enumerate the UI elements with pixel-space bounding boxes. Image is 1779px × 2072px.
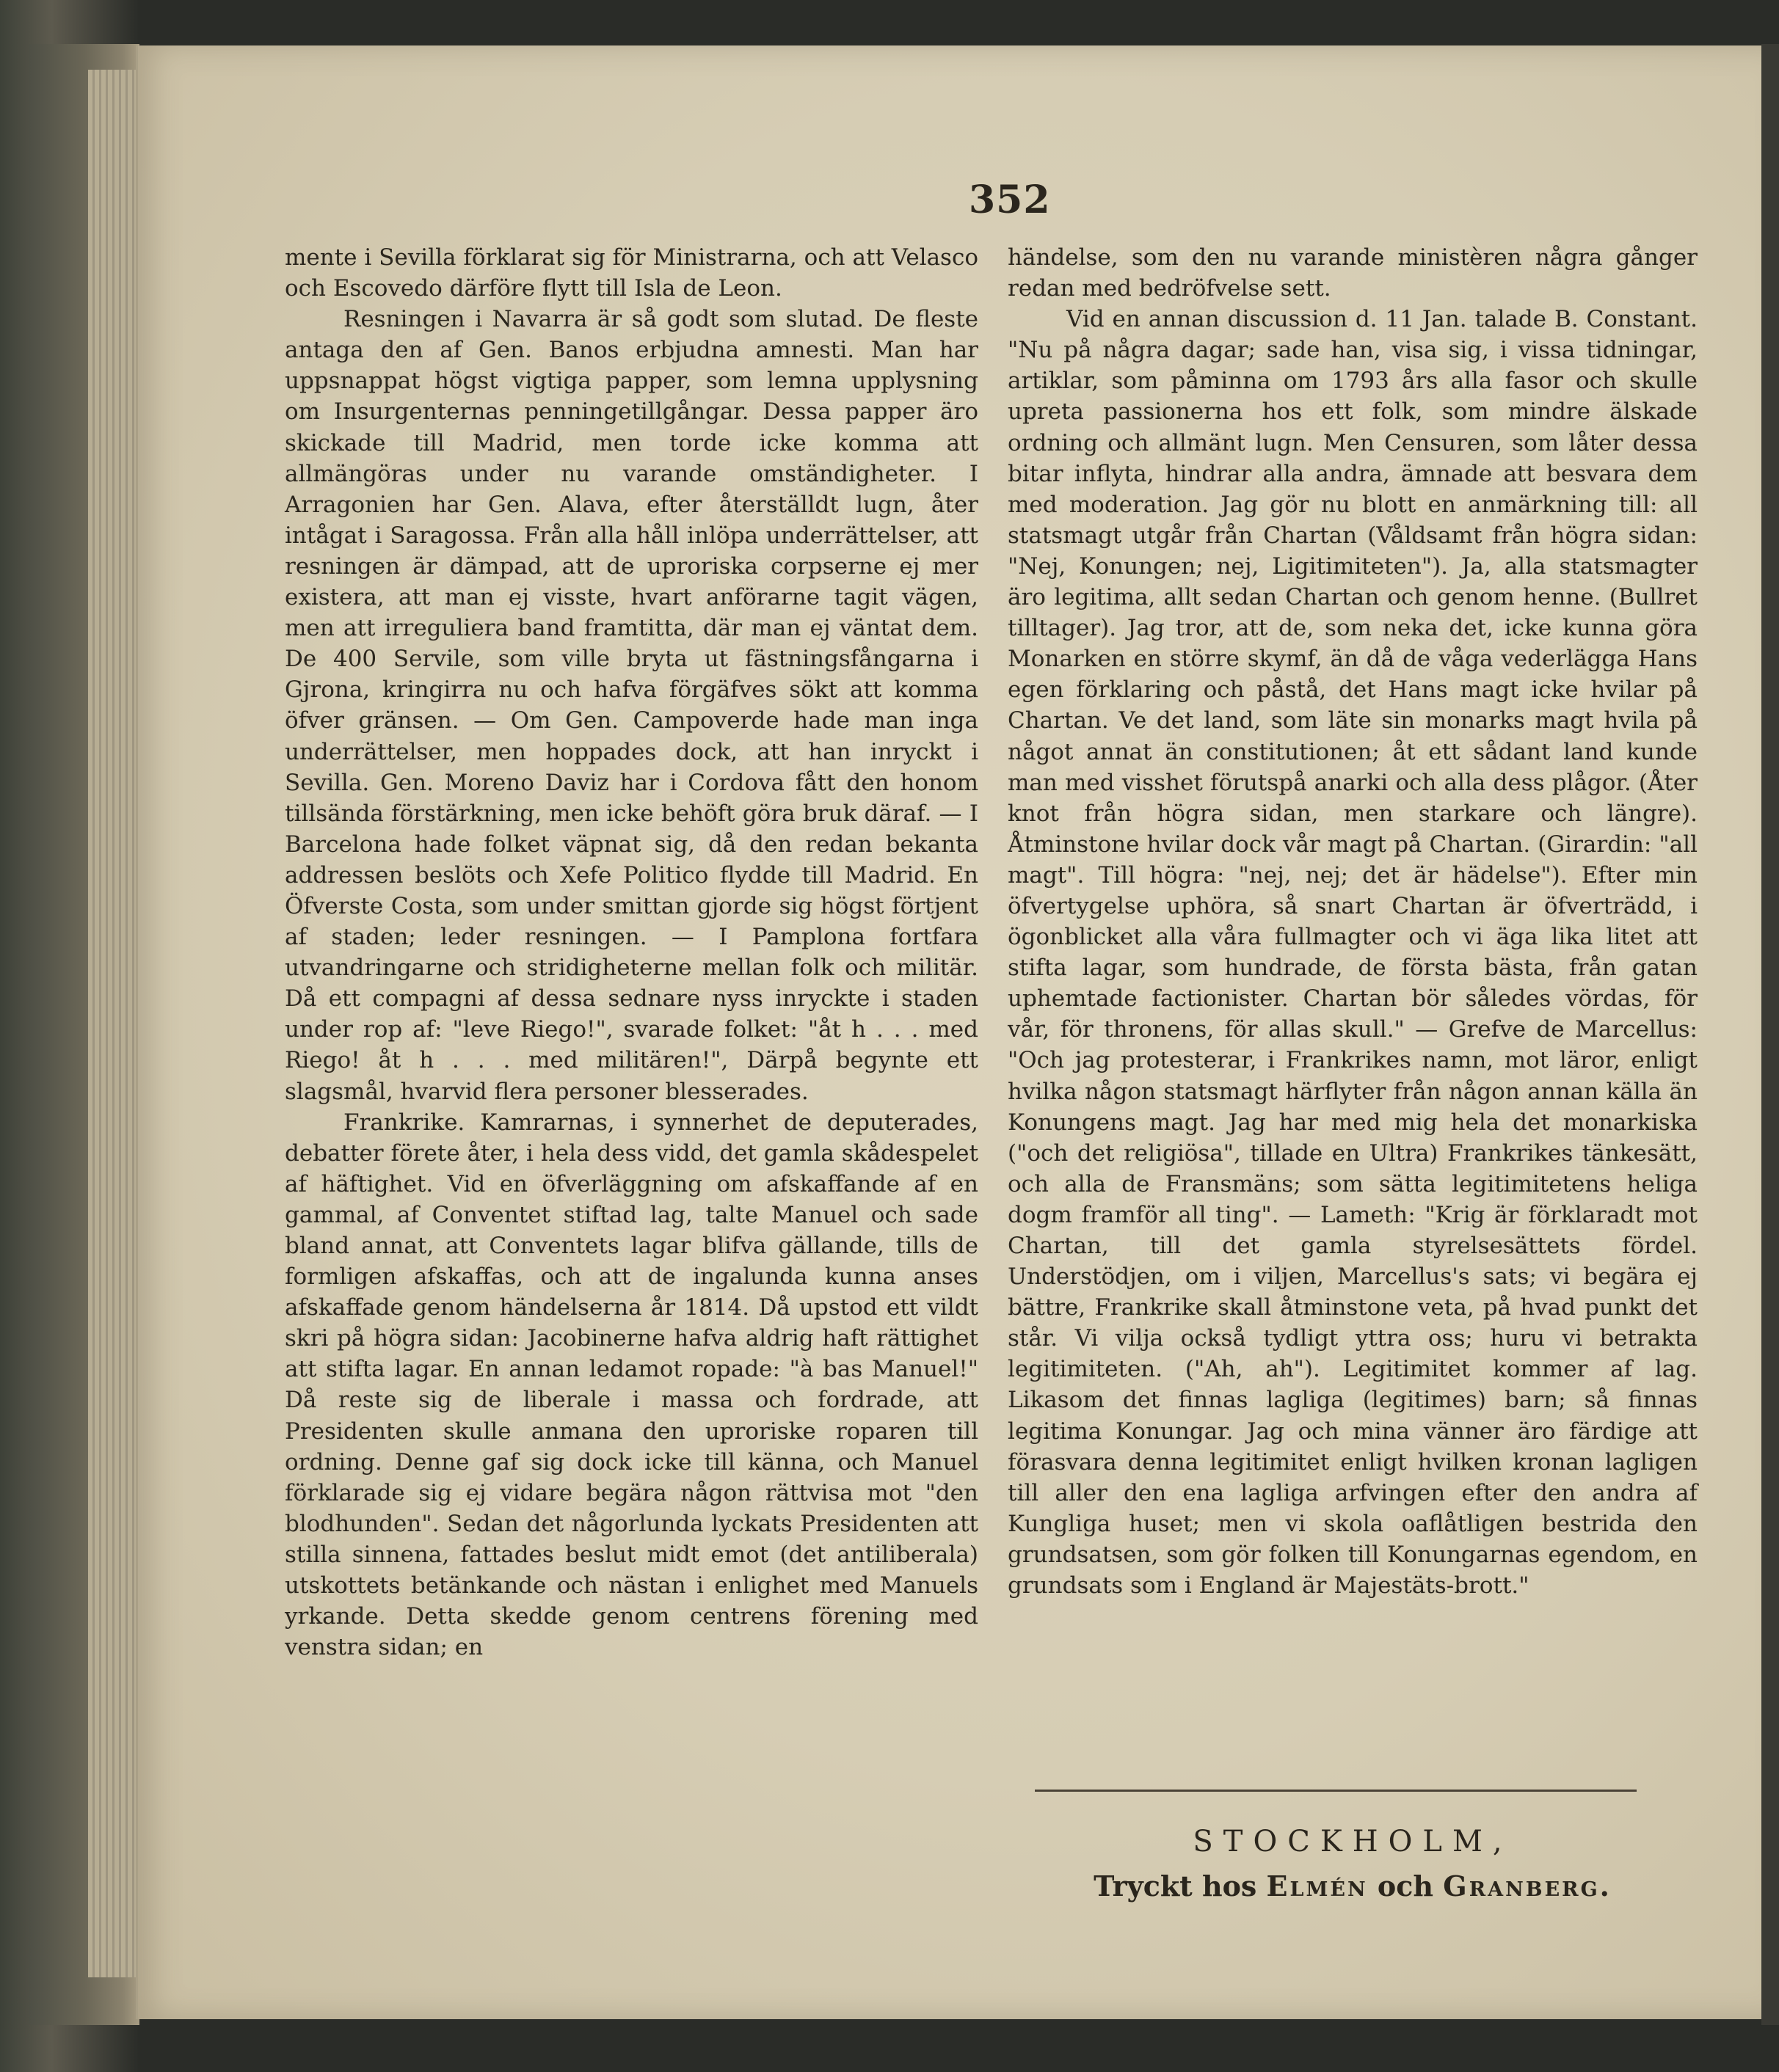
imprint-city: STOCKHOLM,	[1193, 1825, 1513, 1858]
page-number: 352	[969, 178, 1051, 222]
imprint-printer-1: Elmén	[1266, 1869, 1368, 1903]
right-column	[1008, 242, 1698, 1601]
left-paragraph-1: mente i Sevilla förklarat sig för Ministrarna, och att Velasco och Escovedo därföre flytt till Isla de Leon.	[285, 244, 978, 302]
imprint-printer-line	[1008, 1869, 1698, 1903]
left-paragraph-3: Frankrike. Kamrarnas, i synnerhet de deputerades, debatter förete åter, i hela dess vidd, det gamla skådespelet af häftighet. Vid en öfverläggning om afskaffande af en gammal, af Conventet stiftad lag, talte Manuel och sade bland annat, att Conventets lagar blifva gällande, tills de formligen afskaffas, och att de ingalunda kunna anses afskaffade genom händelserna år 1814. Då upstod ett vildt skri på högra sidan: Jacobinerne hafva aldrig haft rättighet att stifta lagar. En annan ledamot ropade: "à bas Manuel!" Då reste sig de liberale i massa och fordrade, att Presidenten skulle anmana den uproriske roparen till ordning. Denne gaf sig dock icke till känna, och Manuel förklarade sig ej vidare begära någon rättvisa mot "den blodhunden". Sedan det någorlunda lyckats Presidenten att stilla sinnena, fattades beslut midt emot (det antiliberala) utskottets betänkande och nästan i enlighet med Manuels yrkande. Detta skedde genom centrens förening med venstra sidan; en	[285, 1109, 978, 1661]
imprint-printer-2: Granberg.	[1443, 1869, 1612, 1903]
imprint-printed-by: Tryckt hos	[1094, 1869, 1257, 1903]
imprint-divider	[1035, 1790, 1637, 1792]
right-paragraph-2: Vid en annan discussion d. 11 Jan. talade B. Constant. "Nu på några dagar; sade han, visa sig, i vissa tidningar, artiklar, som påminna om 1793 års alla fasor och skulle upreta passionerna hos ett folk, som mindre älskade ordning och allmänt lugn. Men Censuren, som låter dessa bitar inflyta, hindrar alla andra, ämnade att besvara dem med moderation. Jag gör nu blott en anmärkning till: all statsmagt utgår från Chartan (Våldsamt från högra sidan: "Nej, Konungen; nej, Ligitimiteten"). Ja, alla statsmagter äro legitima, allt sedan Chartan och genom henne. (Bullret tilltager). Jag tror, att de, som neka det, icke kunna göra Monarken en större skymf, än då de våga vederlägga Hans egen förklaring och påstå, det Hans magt icke hvilar på Chartan. Ve det land, som läte sin monarks magt hvila på något annat än constitutionen; åt ett sådant land kunde man med visshet förutspå anarki och alla dess plågor. (Åter knot från högra sidan, men starkare och längre). Åtminstone hvilar dock vår magt på Chartan. (Girardin: "all magt". Till högra: "nej, nej; det är hädelse"). Efter min öfvertygelse uphöra, så snart Chartan är öfverträdd, i ögonblicket alla våra fullmagter och vi äga lika litet att stifta lagar, som hundrade, de första bästa, från gatan uphemtade factionister. Chartan bör således vördas, för vår, för thronens, för allas skull." — Grefve de Marcellus: "Och jag protesterar, i Frankrikes namn, mot läror, enligt hvilka någon statsmagt härflyter från någon annan källa än Konungens magt. Jag har med mig hela det monarkiska ("och det religiösa", tillade en Ultra) Frankrikes tänkesätt, och alla de Fransmäns; som sätta legitimitetens heliga dogm framför all ting". — Lameth: "Krig är förklaradt mot Chartan, till det gamla styrelsesättets fördel. Understödjen, om i viljen, Marcellus's sats; vi begära ej bättre, Frankrike skall åtminstone veta, på hvad punkt det står. Vi vilja också tydligt yttra oss; huru vi betrakta legitimiteten. ("Ah, ah"). Legitimitet kommer af lag. Likasom det finnas lagliga (legitimes) barn; så finnas legitima Konungar. Jag och mina vänner äro färdige att förasvara denna legitimitet enligt hvilken kronan lagligen till aller den ena lagliga arfvingen efter den andra af Kungliga huset; men vi skola oaflåtligen bestrida den grundsatsen, som gör folken till Konungarnas egendom, en grundsats som i England är Majestäts-brott."	[1008, 306, 1698, 1599]
left-paragraph-2: Resningen i Navarra är så godt som slutad. De fleste antaga den af Gen. Banos erbjudna amnesti. Man har uppsnappat högst vigtiga papper, som lemna upplysning om Insurgenternas penningetillgångar. Dessa papper äro skickade till Madrid, men torde icke komma att allmängöras under nu varande omständigheter. I Arragonien har Gen. Alava, efter återställdt lugn, åter intågat i Saragossa. Från alla håll inlöpa underrättelser, att resningen är dämpad, att de uproriska corpserne ej mer existera, att man ej visste, hvart anförarne tagit vägen, men att irreguliera band framtitta, där man ej väntat dem. De 400 Servile, som ville bryta ut fästningsfångarna i Gjrona, kringirra nu och hafva förgäfves sökt att komma öfver gränsen. — Om Gen. Campoverde hade man inga underrättelser, men hoppades dock, att han inryckt i Sevilla. Gen. Moreno Daviz har i Cordova fått den honom tillsända förstärkning, men icke behöft göra bruk däraf. — I Barcelona hade folket väpnat sig, då den redan bekanta addressen beslöts och Xefe Politico flydde till Madrid. En Öfverste Costa, som under smittan gjorde sig högst förtjent af staden; leder resningen. — I Pamplona fortfara utvandringarne och stridigheterne mellan folk och militär. Då ett compagni af dessa sednare nyss inryckte i staden under rop af: "leve Riego!", svarade folket: "åt h . . . med Riego! åt h . . . med militären!", Därpå begynte ett slagsmål, hvarvid flera personer blesserades.	[285, 306, 978, 1105]
right-paragraph-1: händelse, som den nu varande ministèren några gånger redan med bedröfvelse sett.	[1008, 244, 1698, 302]
right-binding-edge	[1761, 44, 1779, 2025]
imprint-conjunction: och	[1377, 1869, 1434, 1903]
left-column	[285, 242, 978, 1663]
